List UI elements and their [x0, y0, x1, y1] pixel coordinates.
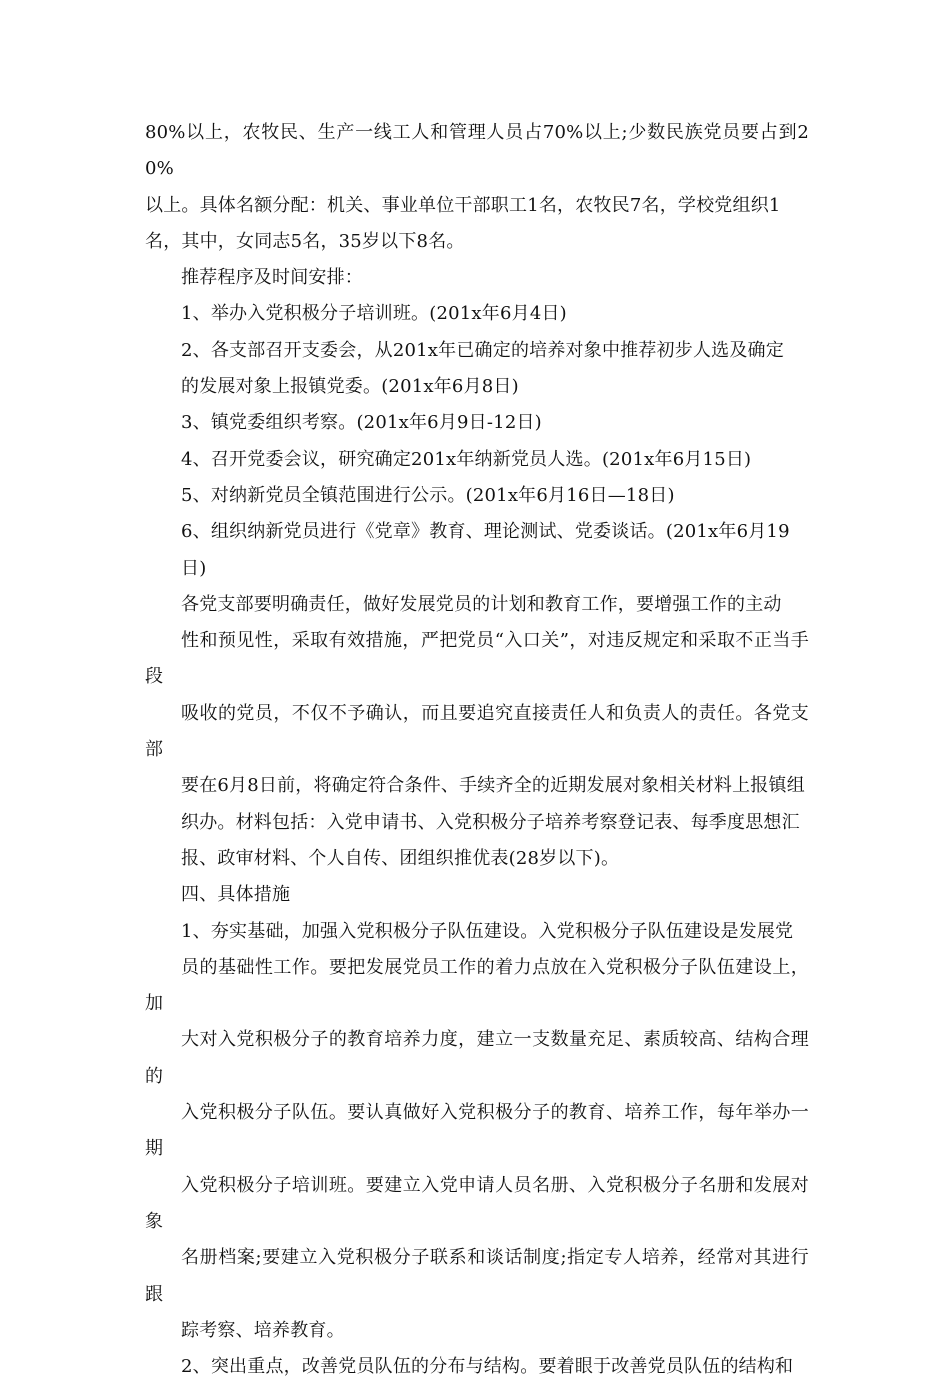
text-line: 以上。具体名额分配：机关、事业单位干部职工1名，农牧民7名，学校党组织1	[145, 194, 781, 216]
text-line: 吸收的党员，不仅不予确认，而且要追究直接责任人和负责人的责任。各党支部	[145, 702, 809, 761]
text-line: 报、政审材料、个人自传、团组织推优表(28岁以下)。	[181, 847, 620, 869]
paragraph	[145, 514, 809, 587]
paragraph	[145, 405, 809, 441]
text-line: 性和预见性，采取有效措施，严把党员“入口关”，对违反规定和采取不正当手段	[145, 630, 809, 688]
paragraph	[145, 260, 809, 296]
text-line: 2、突出重点，改善党员队伍的分布与结构。要着眼于改善党员队伍的结构和	[181, 1356, 794, 1378]
paragraph	[145, 296, 809, 332]
text-line: 大对入党积极分子的教育培养力度，建立一支数量充足、素质较高、结构合理的	[145, 1029, 809, 1087]
text-line: 织办。材料包括：入党申请书、入党积极分子培养考察登记表、每季度思想汇	[181, 811, 800, 833]
paragraph	[145, 115, 809, 260]
text-line: 1、夯实基础，加强入党积极分子队伍建设。入党积极分子队伍建设是发展党	[181, 920, 794, 942]
text-line: 推荐程序及时间安排：	[181, 267, 363, 289]
text-line: 名册档案;要建立入党积极分子联系和谈话制度;指定专人培养，经常对其进行跟	[145, 1247, 809, 1305]
text-line: 2、各支部召开支委会，从201x年已确定的培养对象中推荐初步人选及确定	[181, 339, 784, 361]
text-line: 日)	[181, 557, 207, 579]
text-line: 3、镇党委组织考察。(201x年6月9日-12日)	[181, 412, 542, 434]
text-line: 踪考察、培养教育。	[181, 1319, 345, 1341]
text-line: 入党积极分子队伍。要认真做好入党积极分子的教育、培养工作，每年举办一期	[145, 1102, 809, 1160]
document-body	[145, 115, 809, 1385]
text-line: 1、举办入党积极分子培训班。(201x年6月4日)	[181, 303, 567, 325]
text-line: 要在6月8日前，将确定符合条件、手续齐全的近期发展对象相关材料上报镇组	[181, 775, 805, 797]
paragraph	[145, 914, 809, 1350]
text-line: 80%以上，农牧民、生产一线工人和管理人员占70%以上;少数民族党员要占到20%	[145, 122, 809, 180]
paragraph	[145, 333, 809, 406]
paragraph	[145, 478, 809, 514]
paragraph	[145, 442, 809, 478]
text-line: 4、召开党委会议，研究确定201x年纳新党员人选。(201x年6月15日)	[181, 448, 752, 470]
text-line: 入党积极分子培训班。要建立入党申请人员名册、入党积极分子名册和发展对象	[145, 1174, 809, 1232]
paragraph	[145, 877, 809, 913]
text-line: 6、组织纳新党员进行《党章》教育、理论测试、党委谈话。(201x年6月19	[181, 521, 790, 543]
text-line: 5、对纳新党员全镇范围进行公示。(201x年6月16日—18日)	[181, 484, 675, 506]
text-line: 各党支部要明确责任，做好发展党员的计划和教育工作，要增强工作的主动	[181, 593, 782, 615]
text-line: 名，其中，女同志5名，35岁以下8名。	[145, 230, 465, 252]
text-line: 的发展对象上报镇党委。(201x年6月8日)	[181, 376, 519, 398]
text-line: 员的基础性工作。要把发展党员工作的着力点放在入党积极分子队伍建设上，加	[145, 956, 809, 1015]
paragraph	[145, 1349, 809, 1385]
text-line: 四、具体措施	[181, 884, 291, 906]
paragraph	[145, 587, 809, 877]
